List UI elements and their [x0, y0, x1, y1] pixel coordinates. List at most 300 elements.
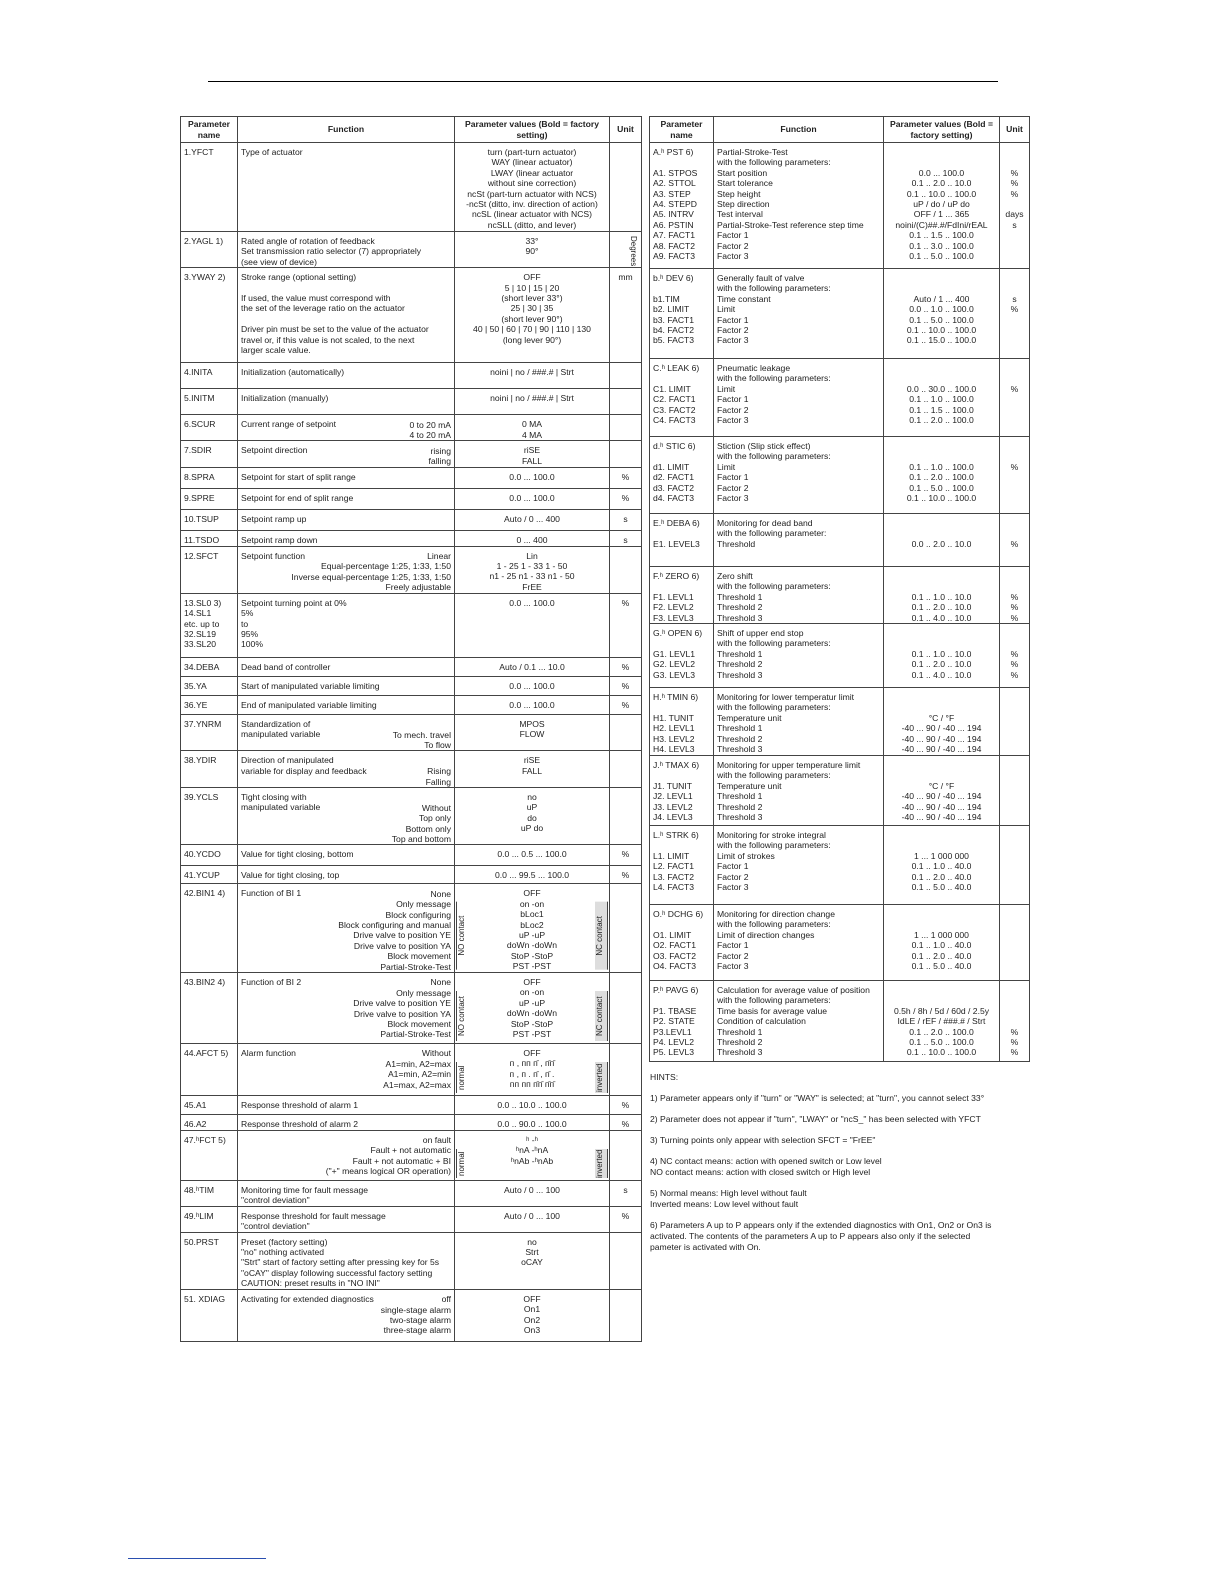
- param-unit: s %: [1000, 269, 1030, 359]
- param-function-cell: [238, 1096, 455, 1115]
- param-values: Auto / 0 ... 400: [455, 509, 610, 530]
- param-name: 43.BIN2 4): [181, 973, 238, 1044]
- right-parameter-table: [649, 116, 1030, 1062]
- param-function: Rated angle of rotation of feedback Set transmission ratio selector (7) appropriately (see view of device): [241, 236, 422, 267]
- col-header-name: Parameter name: [181, 117, 238, 143]
- param-name: J.ʰ TMAX 6) J1. TUNIT J2. LEVL1 J3. LEVL2 J4. LEVL3: [650, 756, 714, 826]
- table-row: [650, 905, 1030, 981]
- param-name: 39.YCLS: [181, 787, 238, 844]
- param-name: G.ʰ OPEN 6) G1. LEVL1 G2. LEVL2 G3. LEVL3: [650, 624, 714, 688]
- side-label-left: normal: [456, 1062, 469, 1093]
- param-values: 0.0 .. 10.0 .. 100.0: [455, 1096, 610, 1115]
- table-row: [650, 756, 1030, 826]
- param-function: Alarm function: [241, 1048, 296, 1059]
- param-name: C.ʰ LEAK 6) C1. LIMIT C2. FACT1 C3. FACT2 C4. FACT3: [650, 359, 714, 437]
- param-options: rising falling: [428, 445, 451, 467]
- param-function-cell: [238, 415, 455, 441]
- param-unit: %: [1000, 514, 1030, 567]
- table-row: [181, 751, 642, 788]
- param-unit: %: [610, 845, 642, 866]
- table-row: [181, 363, 642, 389]
- param-unit: [610, 884, 642, 973]
- param-name: 4.INITA: [181, 363, 238, 389]
- param-function: Response threshold of alarm 2: [241, 1119, 359, 1130]
- param-function-cell: [714, 905, 884, 981]
- table-row: [650, 981, 1030, 1062]
- param-unit: [1000, 756, 1030, 826]
- hint-item: 2) Parameter does not appear if "turn", "LWAY" or "ncS_" has been selected with YFCT: [650, 1114, 981, 1124]
- param-values: noini | no / ###.# | Strt: [455, 389, 610, 415]
- param-function: Value for tight closing, bottom: [241, 849, 354, 860]
- table-row: [650, 567, 1030, 624]
- param-values: 1 ... 1 000 000 0.1 .. 1.0 .. 40.0 0.1 .. 2.0 .. 40.0 0.1 .. 5.0 .. 40.0: [884, 905, 1000, 981]
- param-unit: mm: [610, 268, 642, 363]
- param-function-cell: [238, 1044, 455, 1096]
- param-values: Auto / 1 ... 400 0.0 .. 1.0 .. 100.0 0.1 .. 5.0 .. 100.0 0.1 .. 10.0 .. 100.0 0.1 .. 15.0 .. 100.0: [884, 269, 1000, 359]
- param-unit: s: [610, 530, 642, 546]
- table-row: [181, 488, 642, 509]
- param-unit: [1000, 688, 1030, 756]
- param-unit: [610, 415, 642, 441]
- param-function-cell: [238, 232, 455, 268]
- param-name: 6.SCUR: [181, 415, 238, 441]
- table-row: [181, 884, 642, 973]
- param-function: Setpoint ramp down: [241, 534, 318, 545]
- table-row: [181, 1131, 642, 1181]
- param-function-cell: [238, 389, 455, 415]
- param-unit: [610, 143, 642, 232]
- param-unit: %: [610, 488, 642, 509]
- param-values: 0.0 .. 90.0 .. 100.0: [455, 1115, 610, 1131]
- col-header-values: Parameter values (Bold = factory setting): [455, 117, 610, 143]
- param-name: 45.A1: [181, 1096, 238, 1115]
- param-function: Monitoring time for fault message "control deviation": [241, 1185, 369, 1206]
- param-name: 8.SPRA: [181, 467, 238, 488]
- table-row: [650, 826, 1030, 905]
- param-values: no Strt oCAY: [455, 1232, 610, 1289]
- param-function: Partial-Stroke-Test with the following parameters: Start position Start tolerance Step height Step direction Test interval Partial-Stroke-Test reference step time Factor 1 Factor 2 Factor 3: [717, 147, 864, 262]
- param-function: End of manipulated variable limiting: [241, 699, 377, 710]
- param-function-cell: [238, 676, 455, 695]
- param-unit: %: [610, 695, 642, 714]
- param-unit: % % %: [1000, 981, 1030, 1062]
- param-values: 0.0 .. 2.0 .. 10.0: [884, 514, 1000, 567]
- param-values: 0.5h / 8h / 5d / 60d / 2.5y IdLE / rEF / ###.# / Strt 0.1 .. 2.0 .. 100.0 0.1 .. 5.0 .. 100.0 0.1 .. 10.0 .. 100.0: [884, 981, 1000, 1062]
- param-function: Shift of upper end stop with the following parameters: Threshold 1 Threshold 2 Threshold 3: [717, 628, 831, 680]
- param-unit: s: [610, 1181, 642, 1207]
- hint-item: 3) Turning points only appear with selection SFCT = "FrEE": [650, 1135, 876, 1145]
- param-options: Without Top only Bottom only Top and bottom: [391, 802, 451, 844]
- table-row: [181, 787, 642, 844]
- param-function: Direction of manipulated variable for display and feedback: [241, 755, 367, 776]
- header-rule: [208, 81, 998, 82]
- param-name: 13.SL0 3) 14.SL1 etc. up to 32.SL19 33.SL20: [181, 593, 238, 657]
- param-name: H.ʰ TMIN 6) H1. TUNIT H2. LEVL1 H3. LEVL2 H4. LEVL3: [650, 688, 714, 756]
- param-name: 44.AFCT 5): [181, 1044, 238, 1096]
- param-function-cell: [238, 546, 455, 593]
- param-options: 0 to 20 mA 4 to 20 mA: [409, 419, 451, 441]
- param-name: 35.YA: [181, 676, 238, 695]
- param-name: 40.YCDO: [181, 845, 238, 866]
- param-unit: [610, 1289, 642, 1341]
- param-function: Zero shift with the following parameters: Threshold 1 Threshold 2 Threshold 3: [717, 571, 831, 623]
- param-values: OFF 5 | 10 | 15 | 20 (short lever 33°) 25 | 30 | 35 (short lever 90°) 40 | 50 | 60 | 70 | 90 | 110 | 130 (long lever 90°): [455, 268, 610, 363]
- param-values: riSE FALL: [455, 751, 610, 788]
- param-values: 0.1 .. 1.0 .. 10.0 0.1 .. 2.0 .. 10.0 0.1 .. 4.0 .. 10.0: [884, 567, 1000, 624]
- param-function-cell: [238, 787, 455, 844]
- param-options: off single-stage alarm two-stage alarm three-stage alarm: [380, 1294, 451, 1336]
- param-function-cell: [714, 981, 884, 1062]
- param-function: Stiction (Slip stick effect) with the following parameters: Limit Factor 1 Factor 2 Factor 3: [717, 441, 831, 504]
- param-options: To mech. travel To flow: [392, 729, 451, 750]
- table-row: [181, 695, 642, 714]
- param-function: Current range of setpoint: [241, 419, 337, 430]
- param-function-cell: [238, 714, 455, 751]
- param-function-cell: [238, 530, 455, 546]
- col-header-function: Function: [714, 117, 884, 143]
- param-name: 37.YNRM: [181, 714, 238, 751]
- param-name: 36.YE: [181, 695, 238, 714]
- param-function: Response threshold for fault message "control deviation": [241, 1210, 386, 1232]
- param-name: 34.DEBA: [181, 657, 238, 676]
- param-name: 3.YWAY 2): [181, 268, 238, 363]
- param-values: OFF On1 On2 On3: [455, 1289, 610, 1341]
- param-values: 0.1 .. 1.0 .. 10.0 0.1 .. 2.0 .. 10.0 0.1 .. 4.0 .. 10.0: [884, 624, 1000, 688]
- param-name: 38.YDIR: [181, 751, 238, 788]
- table-row: [650, 359, 1030, 437]
- param-unit: % % %: [1000, 567, 1030, 624]
- col-header-name: Parameter name: [650, 117, 714, 143]
- param-function: Monitoring for lower temperatur limit with the following parameters: Temperature unit Threshold 1 Threshold 2 Threshold 3: [717, 692, 855, 755]
- table-row: [650, 688, 1030, 756]
- param-function-cell: [714, 756, 884, 826]
- table-row: [181, 657, 642, 676]
- param-function: Calculation for average value of position with the following parameters: Time basis for average value Condition of calculation Threshold 1 Threshold 2 Threshold 3: [717, 985, 870, 1058]
- param-values: 0 MA 4 MA: [455, 415, 610, 441]
- param-values: °C / °F -40 ... 90 / -40 ... 194 -40 ... 90 / -40 ... 194 -40 ... 90 / -40 ... 194: [884, 688, 1000, 756]
- param-function-cell: [714, 359, 884, 437]
- param-unit: [610, 441, 642, 467]
- table-row: [181, 1044, 642, 1096]
- table-row: [181, 143, 642, 232]
- param-unit: %: [610, 467, 642, 488]
- side-label-left: normal: [456, 1149, 469, 1178]
- param-function: Setpoint ramp up: [241, 513, 307, 524]
- table-row: [181, 546, 642, 593]
- param-function: Tight closing with manipulated variable: [241, 791, 321, 813]
- param-function: Activating for extended diagnostics: [241, 1293, 374, 1304]
- table-row: [181, 530, 642, 546]
- param-name: 50.PRST: [181, 1232, 238, 1289]
- table-row: [181, 1096, 642, 1115]
- param-function-cell: [238, 143, 455, 232]
- param-unit: [610, 973, 642, 1044]
- param-values: 0.0 ... 0.5 ... 100.0: [455, 845, 610, 866]
- param-name: 2.YAGL 1): [181, 232, 238, 268]
- param-unit: % % % days s: [1000, 143, 1030, 269]
- table-row: [181, 389, 642, 415]
- param-name: 9.SPRE: [181, 488, 238, 509]
- param-values: 0 ... 400: [455, 530, 610, 546]
- col-header-unit: Unit: [1000, 117, 1030, 143]
- param-name: F.ʰ ZERO 6) F1. LEVL1 F2. LEVL2 F3. LEVL3: [650, 567, 714, 624]
- table-row: [181, 1232, 642, 1289]
- param-unit: Degrees: [610, 232, 642, 268]
- param-unit: [610, 1044, 642, 1096]
- hint-item: 5) Normal means: High level without fault Inverted means: Low level without fault: [650, 1188, 807, 1209]
- side-label-left: NO contact: [456, 902, 469, 970]
- param-values: noini | no / ###.# | Strt: [455, 363, 610, 389]
- param-values: 0.1 .. 1.0 .. 100.0 0.1 .. 2.0 .. 100.0 0.1 .. 5.0 .. 100.0 0.1 .. 10.0 .. 100.0: [884, 437, 1000, 514]
- table-row: [650, 514, 1030, 567]
- table-row: [650, 269, 1030, 359]
- param-values: 33° 90°: [455, 232, 610, 268]
- param-function: Monitoring for stroke integral with the following parameters: Limit of strokes Factor 1 Factor 2 Factor 3: [717, 830, 831, 893]
- table-row: [181, 973, 642, 1044]
- param-unit: [610, 546, 642, 593]
- param-options: Without A1=min, A2=max A1=min, A2=min A1=max, A2=max: [383, 1048, 451, 1090]
- hints-title: HINTS:: [650, 1072, 679, 1082]
- param-function: Response threshold of alarm 1: [241, 1100, 359, 1111]
- param-name: 12.SFCT: [181, 546, 238, 593]
- param-function-cell: [238, 866, 455, 884]
- param-function-cell: [238, 845, 455, 866]
- table-row: [181, 1206, 642, 1232]
- table-row: [181, 268, 642, 363]
- param-name: P.ʰ PAVG 6) P1. TBASE P2. STATE P3.LEVL1 P4. LEVL2 P5. LEVL3: [650, 981, 714, 1062]
- param-values: Lin 1 - 25 1 - 33 1 - 50 n1 - 25 n1 - 33 n1 - 50 FrEE: [455, 546, 610, 593]
- col-header-unit: Unit: [610, 117, 642, 143]
- param-unit: s: [610, 509, 642, 530]
- param-function-cell: [714, 514, 884, 567]
- param-function-cell: [238, 657, 455, 676]
- param-function-cell: [238, 695, 455, 714]
- side-label-right: inverted: [595, 1149, 608, 1178]
- param-function-cell: [238, 488, 455, 509]
- param-unit: %: [1000, 359, 1030, 437]
- param-values: [455, 1044, 610, 1096]
- param-function: Monitoring for upper temperature limit with the following parameters: Temperature unit Threshold 1 Threshold 2 Threshold 3: [717, 760, 861, 823]
- param-values-text: OFF ᴨ , ᴨᴨ ᴨ̄ , ᴨ̄ᴨ̄ ᴨ , ᴨ . ᴨ̄ , ᴨ̄ . ᴨᴨ ᴨᴨ ᴨ̄ᴨ̄ ᴨ̄ᴨ̄: [509, 1048, 555, 1090]
- param-unit: %: [610, 1206, 642, 1232]
- param-values: 0.0 .. 30.0 .. 100.0 0.1 .. 1.0 .. 100.0 0.1 .. 1.5 .. 100.0 0.1 .. 2.0 .. 100.0: [884, 359, 1000, 437]
- hint-item: 4) NC contact means: action with opened switch or Low level NO contact means: action with closed switch or High level: [650, 1156, 882, 1177]
- param-unit: [1000, 826, 1030, 905]
- param-function-cell: [238, 1131, 455, 1181]
- param-unit: %: [610, 676, 642, 695]
- param-function-cell: [714, 624, 884, 688]
- param-function-cell: [714, 269, 884, 359]
- param-values: 0.0 ... 99.5 ... 100.0: [455, 866, 610, 884]
- param-values: no uP do uP do: [455, 787, 610, 844]
- param-options: None Only message Block configuring Block configuring and manual Drive valve to position YE Drive valve to position YA Block movement Partial-Stroke-Test: [338, 888, 451, 972]
- param-function: Monitoring for dead band with the following parameter: Threshold: [717, 518, 827, 549]
- param-function: Standardization of manipulated variable: [241, 718, 321, 740]
- param-function: Stroke range (optional setting) If used, the value must correspond with the set of the leverage ratio on the actuator Driver pin must be set to the value of the actuator travel or, if this value is not scaled, to the next larger scale value.: [241, 272, 429, 356]
- table-row: [181, 415, 642, 441]
- param-unit: % % %: [1000, 624, 1030, 688]
- table-row: [650, 437, 1030, 514]
- param-unit: [610, 363, 642, 389]
- param-options: Rising Falling: [425, 766, 451, 787]
- param-options: Linear Equal-percentage 1:25, 1:33, 1:50 Inverse equal-percentage 1:25, 1:33, 1:50 Freely adjustable: [291, 551, 451, 593]
- side-label-right: NC contact: [595, 991, 608, 1041]
- param-unit: [610, 714, 642, 751]
- param-function: Preset (factory setting) "no" nothing activated "Strt" start of factory setting after pressing key for 5s "oCAY" display following successful factory setting CAUTION: preset results in "NO INI": [241, 1236, 440, 1289]
- param-name: 7.SDIR: [181, 441, 238, 467]
- param-function-cell: [238, 509, 455, 530]
- param-function: Start of manipulated variable limiting: [241, 680, 380, 691]
- param-values: Auto / 0.1 ... 10.0: [455, 657, 610, 676]
- param-values-text: ʰ -ʰ ʰnA -ʰnA ʰnAb -ʰnAb: [510, 1135, 554, 1166]
- left-parameter-table: [180, 116, 642, 1342]
- param-values: 0.0 ... 100.0: [455, 467, 610, 488]
- param-function: Setpoint for end of split range: [241, 492, 354, 503]
- param-name: L.ʰ STRK 6) L1. LIMIT L2. FACT1 L3. FACT2 L4. FACT3: [650, 826, 714, 905]
- param-function-cell: [238, 1181, 455, 1207]
- param-values-text: OFF on -on bLoc1 bLoc2 uP -uP doWn -doWn StoP -StoP PST -PST: [506, 888, 558, 972]
- param-values: [455, 973, 610, 1044]
- table-row: [181, 845, 642, 866]
- param-values: turn (part-turn actuator) WAY (linear actuator) LWAY (linear actuator without sine correction) ncSt (part-turn actuator with NCS) -ncSt (ditto, inv. direction of action) ncSL (linear actuator with NCS) ncSLL (ditto, and lever): [455, 143, 610, 232]
- param-values: 0.0 ... 100.0: [455, 695, 610, 714]
- param-name: 51. XDIAG: [181, 1289, 238, 1341]
- param-name: b.ʰ DEV 6) b1.TIM b2. LIMIT b3. FACT1 b4. FACT2 b5. FACT3: [650, 269, 714, 359]
- table-row: [181, 1181, 642, 1207]
- param-function: Type of actuator: [241, 147, 303, 157]
- param-values: °C / °F -40 ... 90 / -40 ... 194 -40 ... 90 / -40 ... 194 -40 ... 90 / -40 ... 194: [884, 756, 1000, 826]
- param-function: Value for tight closing, top: [241, 870, 340, 881]
- param-function-cell: [714, 688, 884, 756]
- side-label-right: NC contact: [595, 902, 608, 970]
- param-function-cell: [714, 437, 884, 514]
- param-name: 1.YFCT: [181, 143, 238, 232]
- param-function: Setpoint function: [241, 550, 306, 561]
- param-values: [455, 884, 610, 973]
- col-header-values: Parameter values (Bold = factory setting): [884, 117, 1000, 143]
- param-unit: [610, 389, 642, 415]
- param-function-cell: [238, 1206, 455, 1232]
- col-header-function: Function: [238, 117, 455, 143]
- param-name: 49.ʰLIM: [181, 1206, 238, 1232]
- table-row: [181, 232, 642, 268]
- param-function: Setpoint for start of split range: [241, 471, 356, 482]
- param-unit: [610, 1131, 642, 1181]
- param-name: 5.INITM: [181, 389, 238, 415]
- param-name: 41.YCUP: [181, 866, 238, 884]
- table-row: [181, 714, 642, 751]
- param-values: riSE FALL: [455, 441, 610, 467]
- table-row: [181, 1289, 642, 1341]
- param-unit: %: [1000, 437, 1030, 514]
- param-function-cell: [238, 363, 455, 389]
- param-function-cell: [238, 1289, 455, 1341]
- table-row: [181, 866, 642, 884]
- param-function: Initialization (manually): [241, 393, 329, 404]
- param-name: d.ʰ STIC 6) d1. LIMIT d2. FACT1 d3. FACT2 d4. FACT3: [650, 437, 714, 514]
- table-row: [650, 624, 1030, 688]
- hint-item: 1) Parameter appears only if "turn" or "WAY" is selected; at "turn", you cannot select 33°: [650, 1093, 985, 1103]
- param-function: Setpoint direction: [241, 445, 308, 456]
- table-row: [181, 1115, 642, 1131]
- param-unit: [610, 1232, 642, 1289]
- param-unit: [610, 751, 642, 788]
- param-function-cell: [714, 143, 884, 269]
- param-function-cell: [238, 884, 455, 973]
- table-row: [181, 676, 642, 695]
- param-name: 10.TSUP: [181, 509, 238, 530]
- param-values: 0.0 ... 100.0: [455, 676, 610, 695]
- param-values: MPOS FLOW: [455, 714, 610, 751]
- footnote-rule: [128, 1558, 266, 1559]
- param-unit: %: [610, 1115, 642, 1131]
- param-function-cell: [238, 1232, 455, 1289]
- hints-section: [650, 1072, 1030, 1263]
- param-values: 0.0 ... 100.0 0.1 .. 2.0 .. 10.0 0.1 .. 10.0 .. 100.0 uP / do / uP do OFF / 1 ... 365 noini/(C)##.#/FdIni/rEAL 0.1 .. 1.5 .. 100.0 0.1 .. 3.0 .. 100.0 0.1 .. 5.0 .. 100.0: [884, 143, 1000, 269]
- param-name: A.ʰ PST 6) A1. STPOS A2. STTOL A3. STEP A4. STEPD A5. INTRV A6. PSTIN A7. FACT1 A8. FACT2 A9. FACT3: [650, 143, 714, 269]
- param-function: Function of BI 2: [241, 977, 302, 988]
- param-function-cell: [714, 567, 884, 624]
- param-name: 47.ʰFCT 5): [181, 1131, 238, 1181]
- param-function: Initialization (automatically): [241, 367, 345, 378]
- param-values: [455, 1131, 610, 1181]
- param-function: Setpoint turning point at 0% 5% to 95% 100%: [241, 597, 347, 650]
- param-values-text: OFF on -on uP -uP doWn -doWn StoP -StoP PST -PST: [506, 977, 558, 1040]
- param-function: Pneumatic leakage with the following parameters: Limit Factor 1 Factor 2 Factor 3: [717, 363, 831, 426]
- param-options: on fault Fault + not automatic Fault + not automatic + BI ("+" means logical OR operation): [325, 1135, 451, 1177]
- hint-item: 6) Parameters A up to P appears only if the extended diagnostics with On1, On2 or On3 is activated. The contents of the parameters A up to P appears also only if the selected pameter is activated with On.: [650, 1220, 992, 1252]
- param-function-cell: [714, 826, 884, 905]
- param-name: 46.A2: [181, 1115, 238, 1131]
- param-unit: %: [610, 593, 642, 657]
- table-row: [181, 441, 642, 467]
- param-unit: [1000, 905, 1030, 981]
- param-function: Function of BI 1: [241, 888, 302, 899]
- param-values: Auto / 0 ... 100: [455, 1181, 610, 1207]
- param-function-cell: [238, 973, 455, 1044]
- param-function-cell: [238, 751, 455, 788]
- param-function: Monitoring for direction change with the following parameters: Limit of direction changes Factor 1 Factor 2 Factor 3: [717, 909, 835, 972]
- param-unit: %: [610, 866, 642, 884]
- param-values: 0.0 ... 100.0: [455, 593, 610, 657]
- param-function: Generally fault of valve with the following parameters: Time constant Limit Factor 1 Factor 2 Factor 3: [717, 273, 831, 346]
- param-function: Dead band of controller: [241, 661, 331, 672]
- param-unit: %: [610, 1096, 642, 1115]
- param-unit: %: [610, 657, 642, 676]
- param-values: 1 ... 1 000 000 0.1 .. 1.0 .. 40.0 0.1 .. 2.0 .. 40.0 0.1 .. 5.0 .. 40.0: [884, 826, 1000, 905]
- table-row: [650, 143, 1030, 269]
- param-unit: [610, 787, 642, 844]
- param-values: 0.0 ... 100.0: [455, 488, 610, 509]
- table-row: [181, 509, 642, 530]
- param-name: 42.BIN1 4): [181, 884, 238, 973]
- side-label-left: NO contact: [456, 991, 469, 1041]
- param-function-cell: [238, 593, 455, 657]
- side-label-right: inverted: [595, 1062, 608, 1093]
- param-function-cell: [238, 1115, 455, 1131]
- param-name: 48.ʰTIM: [181, 1181, 238, 1207]
- param-function-cell: [238, 268, 455, 363]
- param-name: O.ʰ DCHG 6) O1. LIMIT O2. FACT1 O3. FACT2 O4. FACT3: [650, 905, 714, 981]
- table-row: [181, 593, 642, 657]
- table-row: [181, 467, 642, 488]
- param-function-cell: [238, 467, 455, 488]
- param-name: 11.TSDO: [181, 530, 238, 546]
- param-values: Auto / 0 ... 100: [455, 1206, 610, 1232]
- param-name: E.ʰ DEBA 6) E1. LEVEL3: [650, 514, 714, 567]
- param-options: None Only message Drive valve to position YE Drive valve to position YA Block movement Partial-Stroke-Test: [353, 977, 451, 1040]
- param-function-cell: [238, 441, 455, 467]
